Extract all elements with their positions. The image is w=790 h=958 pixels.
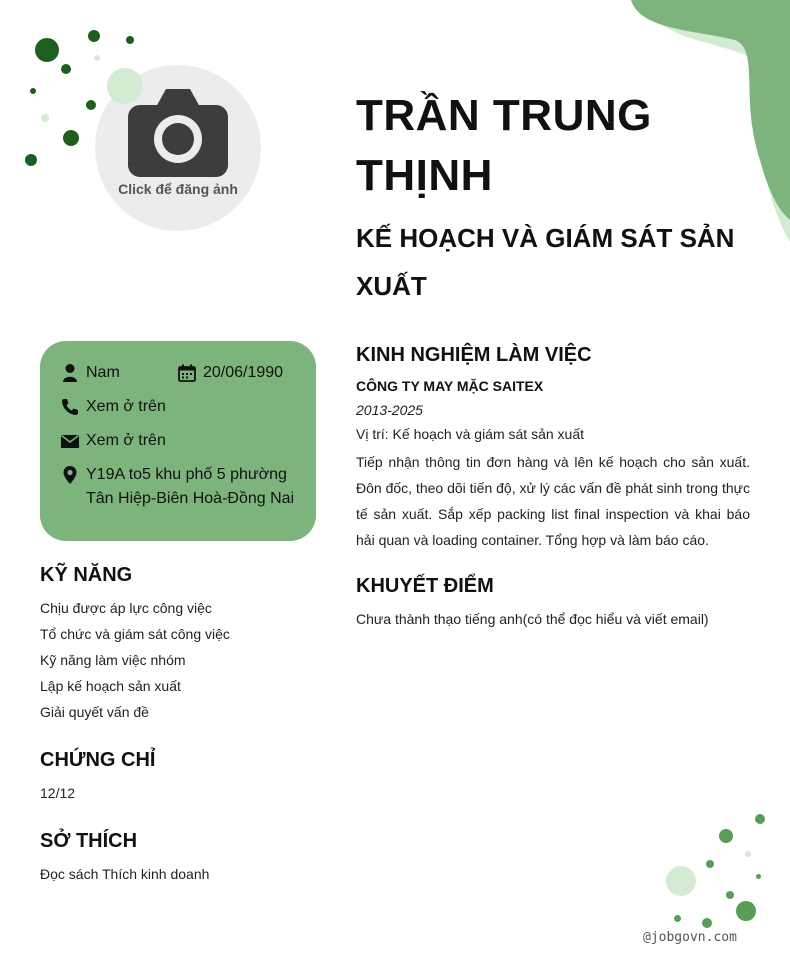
- weakness-text: Chưa thành thạo tiếng anh(có thể đọc hiểu và viết email): [356, 611, 709, 627]
- skill-item: Chịu được áp lực công việc: [40, 600, 212, 616]
- phone-value: Xem ở trên: [86, 398, 166, 415]
- photo-caption: Click để đăng ảnh: [118, 181, 238, 197]
- watermark: @jobgovn.com: [643, 930, 737, 945]
- company-name: CÔNG TY MAY MẶC SAITEX: [356, 378, 544, 394]
- hobbies-heading: SỞ THÍCH: [40, 830, 138, 852]
- photo-accent-circle: [107, 68, 143, 104]
- experience-description: Tiếp nhận thông tin đơn hàng và lên kế hoạch cho sản xuất. Đôn đốc, theo dõi tiến độ, xử lý các vấn đề phát sinh trong thực tế sản xuất. Sắp xếp packing list final inspection và khai báo hải quan và loading container. Tổng hợp và làm báo cáo.: [356, 454, 750, 548]
- position-text: Vị trí: Kế hoạch và giám sát sản xuất: [356, 426, 585, 442]
- calendar-icon: [177, 363, 197, 383]
- camera-icon: [128, 89, 228, 177]
- hobby-item: Đọc sách Thích kinh doanh: [40, 866, 210, 882]
- employment-period: 2013-2025: [356, 402, 423, 418]
- candidate-name: TRẦN TRUNG THỊNH: [356, 91, 652, 200]
- skill-item: Lập kế hoạch sản xuất: [40, 678, 181, 694]
- email-icon: [60, 431, 80, 451]
- skill-item: Tổ chức và giám sát công việc: [40, 626, 230, 642]
- experience-heading: KINH NGHIỆM LÀM VIỆC: [356, 344, 592, 366]
- phone-icon: [60, 397, 80, 417]
- email-value: Xem ở trên: [86, 432, 166, 449]
- skill-item: Giải quyết vấn đề: [40, 704, 149, 720]
- gender-value: Nam: [86, 364, 120, 381]
- address-line-1: Y19A to5 khu phố 5 phường: [86, 466, 287, 483]
- contact-card: [40, 341, 316, 541]
- skill-item: Kỹ năng làm việc nhóm: [40, 652, 186, 668]
- address-line-2: Tân Hiệp-Biên Hoà-Đồng Nai: [86, 490, 295, 507]
- certificate-item: 12/12: [40, 785, 76, 801]
- user-icon: [60, 363, 80, 383]
- birthday-value: 20/06/1990: [203, 364, 284, 381]
- skills-heading: KỸ NĂNG: [40, 564, 133, 586]
- job-title: KẾ HOẠCH VÀ GIÁM SÁT SẢN XUẤT: [356, 223, 735, 301]
- location-icon: [60, 465, 80, 485]
- certificates-heading: CHỨNG CHỈ: [40, 749, 156, 771]
- weaknesses-heading: KHUYẾT ĐIỂM: [356, 575, 494, 597]
